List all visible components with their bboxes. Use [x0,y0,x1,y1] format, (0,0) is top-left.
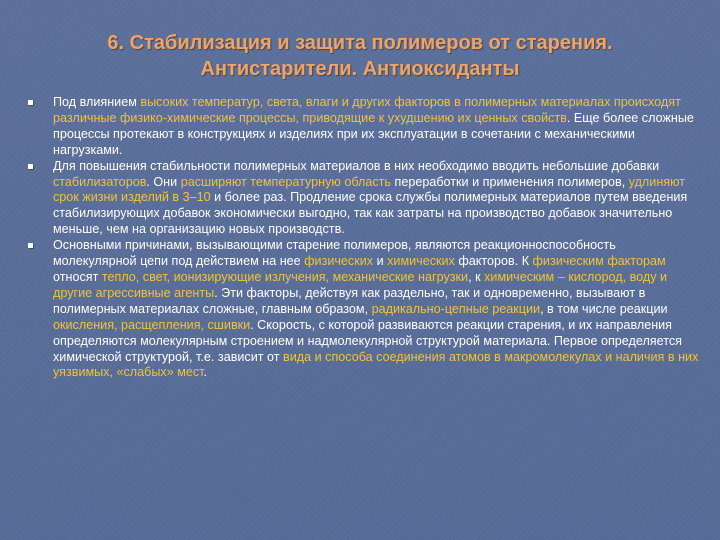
text-segment: относят [53,269,102,284]
square-bullet-icon [28,100,33,105]
text-segment: Под влиянием [53,95,141,109]
bullet-text [53,159,700,239]
bullet-item [22,159,700,239]
highlighted-text: вида и способа соединения атомов в макромолекулах и наличия в них уязвимых, «слабых» мест [53,349,699,380]
text-segment: . Еще более сложные процессы протекают в конструкциях и изделиях при их эксплуатации в сочетании с механическими нагрузками. [53,110,694,157]
text-segment: и более раз. Продление срока службы полимерных материалов путем введения стабилизирующих добавок экономически выгодно, так как затраты на производство добавок значительно меньше, чем на организацию новых производств. [53,190,688,237]
slide-title-line-1: 6. Стабилизация и защита полимеров от старения. [107,32,613,54]
text-segment: и [373,254,388,269]
highlighted-text: высоких температур, света, влаги и других факторов в полимерных материалах происходят различные физико-химические процессы, приводящие к ухудшению их ценных свойств [53,95,681,125]
highlighted-text: стабилизаторов [53,174,147,189]
square-bullet-icon [28,164,33,169]
bullet-item [22,238,700,381]
bullet-text [53,95,700,159]
slide-title [30,30,690,82]
highlighted-text: физических [304,254,374,269]
text-segment: . Они [146,174,181,189]
text-segment: Основными причинами, вызывающими старение полимеров, являются реакционноспособность молекулярной цепи под действием на нее [53,238,616,269]
highlighted-text: химических [387,254,455,269]
text-segment: переработки и применения полимеров, [391,174,629,189]
highlighted-text: расширяют температурную область [180,174,391,189]
highlighted-text: тепло, свет, ионизирующие излучения, механические нагрузки [101,269,469,284]
text-segment: , к [468,269,485,284]
highlighted-text: окисления, расщепления, сшивки [53,317,251,332]
text-segment: . [203,365,208,380]
highlighted-text: удлиняют срок жизни изделий в 3–10 [53,174,686,205]
bullet-item [22,95,700,159]
text-segment: . Скорость, с которой развиваются реакции старения, и их направления определяются молекулярным строением и надмолекулярной структурой материала. Первое определяется химической структурой, т.е. зависит от [53,317,682,364]
highlighted-text: радикально-цепные реакции [371,301,541,316]
text-segment: факторов. К [454,254,533,269]
bullet-list [22,95,700,381]
bullet-text [53,238,700,381]
highlighted-text: физическим факторам [532,254,666,269]
text-segment: Для повышения стабильности полимерных материалов в них необходимо вводить небольшие добавки [53,158,660,173]
text-segment: , в том числе реакции [540,301,668,316]
highlighted-text: химическим – кислород, воду и другие агрессивные агенты [53,269,668,300]
square-bullet-icon [28,243,33,248]
text-segment: . Эти факторы, действуя как раздельно, так и одновременно, вызывают в полимерных материалах сложные, главным образом, [53,285,646,316]
slide-title-line-2: Антистарители. Антиоксиданты [200,58,520,80]
